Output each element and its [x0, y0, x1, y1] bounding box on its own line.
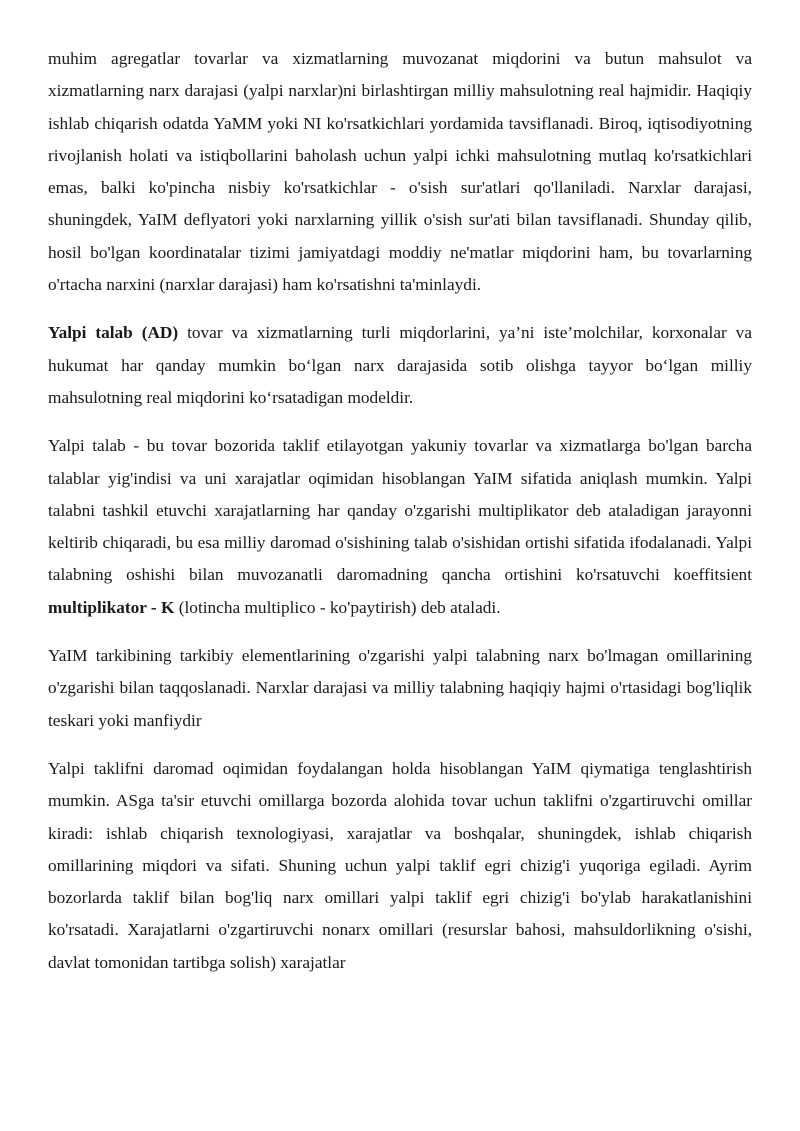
paragraph-text: Yalpi taklifni daromad oqimidan foydalangan holda hisoblangan YaIM qiymatiga tenglashtirish mumkin. ASga ta'sir etuvchi omillarga bozorda alohida tovar uchun taklifni o'zgartiruvchi omillar kiradi: ishlab chiqarish texnologiyasi, xarajatlar va boshqalar, shuningdek, ishlab chiqarish omillarining miqdori va sifati. Shuning uchun yalpi taklif egri chizig'i yuqoriga egiladi. Ayrim bozorlarda taklif bilan bog'liq narx omillari yalpi taklif egri chizig'i bo'ylab harakatlanishini ko'rsatadi. Xarajatlarni o'zgartiruvchi nonarx omillari (resurslar bahosi, mahsuldorlikning o'sishi, davlat tomonidan tartibga solish) xarajatlar [48, 758, 752, 972]
paragraph-aggregate-demand [48, 317, 752, 414]
term-aggregate-demand: Yalpi talab (AD) [48, 323, 179, 343]
paragraph-text: muhim agregatlar tovarlar va xizmatlarning muvozanat miqdorini va butun mahsulot va xizmatlarning narx darajasi (yalpi narxlar)ni birlashtirgan milliy mahsulotning real hajmidir. Haqiqiy ishlab chiqarish odatda YaMM yoki NI ko'rsatkichlari yordamida tavsiflanadi. Biroq, iqtisodiyotning rivojlanish holati va istiqbollarini baholash uchun yalpi ichki mahsulotning mutlaq ko'rsatkichlari emas, balki ko'pincha nisbiy ko'rsatkichlar - o'sish sur'atlari qo'llaniladi. Narxlar darajasi, shuningdek, YaIM deflyatori yoki narxlarning yillik o'sish sur'ati bilan tavsiflanadi. Shunday qilib, hosil bo'lgan koordinatalar tizimi jamiyatdagi moddiy ne'matlar miqdorini ham, bu tovarlarning o'rtacha narxini (narxlar darajasi) ham ko'rsatishni ta'minlaydi. [48, 49, 752, 295]
paragraph-macro-output [48, 43, 752, 301]
term-multiplier: multiplikator - K [48, 597, 175, 617]
paragraph-text: (lotincha multiplico - ko'paytirish) deb ataladi. [174, 597, 501, 617]
paragraph-text: YaIM tarkibining tarkibiy elementlarining o'zgarishi yalpi talabning narx bo'lmagan omillarining o'zgarishi bilan taqqoslanadi. Narxlar darajasi va milliy talabning haqiqiy hajmi o'rtasidagi bog'liqlik teskari yoki manfiydir [48, 646, 752, 730]
paragraph-aggregate-supply [48, 753, 752, 979]
paragraph-text: tovar va xizmatlarning turli miqdorlarini, ya’ni iste’molchilar, korxonalar va hukumat har qanday mumkin bo‘lgan narx darajasida sotib olishga tayyor bo‘lgan milliy mahsulotning real miqdorini ko‘rsatadigan modeldir. [48, 323, 752, 407]
paragraph-gdp-structure [48, 640, 752, 737]
paragraph-multiplier [48, 430, 752, 624]
paragraph-text: Yalpi talab - bu tovar bozorida taklif etilayotgan yakuniy tovarlar va xizmatlarga bo'lgan barcha talablar yig'indisi va uni xarajatlar oqimidan hisoblangan YaIM sifatida aniqlash mumkin. Yalpi talabni tashkil etuvchi xarajatlarning har qanday o'zgarishi multiplikator deb ataladigan jarayonni keltirib chiqaradi, bu esa milliy daromad o'sishining talab o'sishidan ortishi sifatida ifodalanadi. Yalpi talabning oshishi bilan muvozanatli daromadning qancha ortishini ko'rsatuvchi koeffitsient [48, 436, 752, 585]
